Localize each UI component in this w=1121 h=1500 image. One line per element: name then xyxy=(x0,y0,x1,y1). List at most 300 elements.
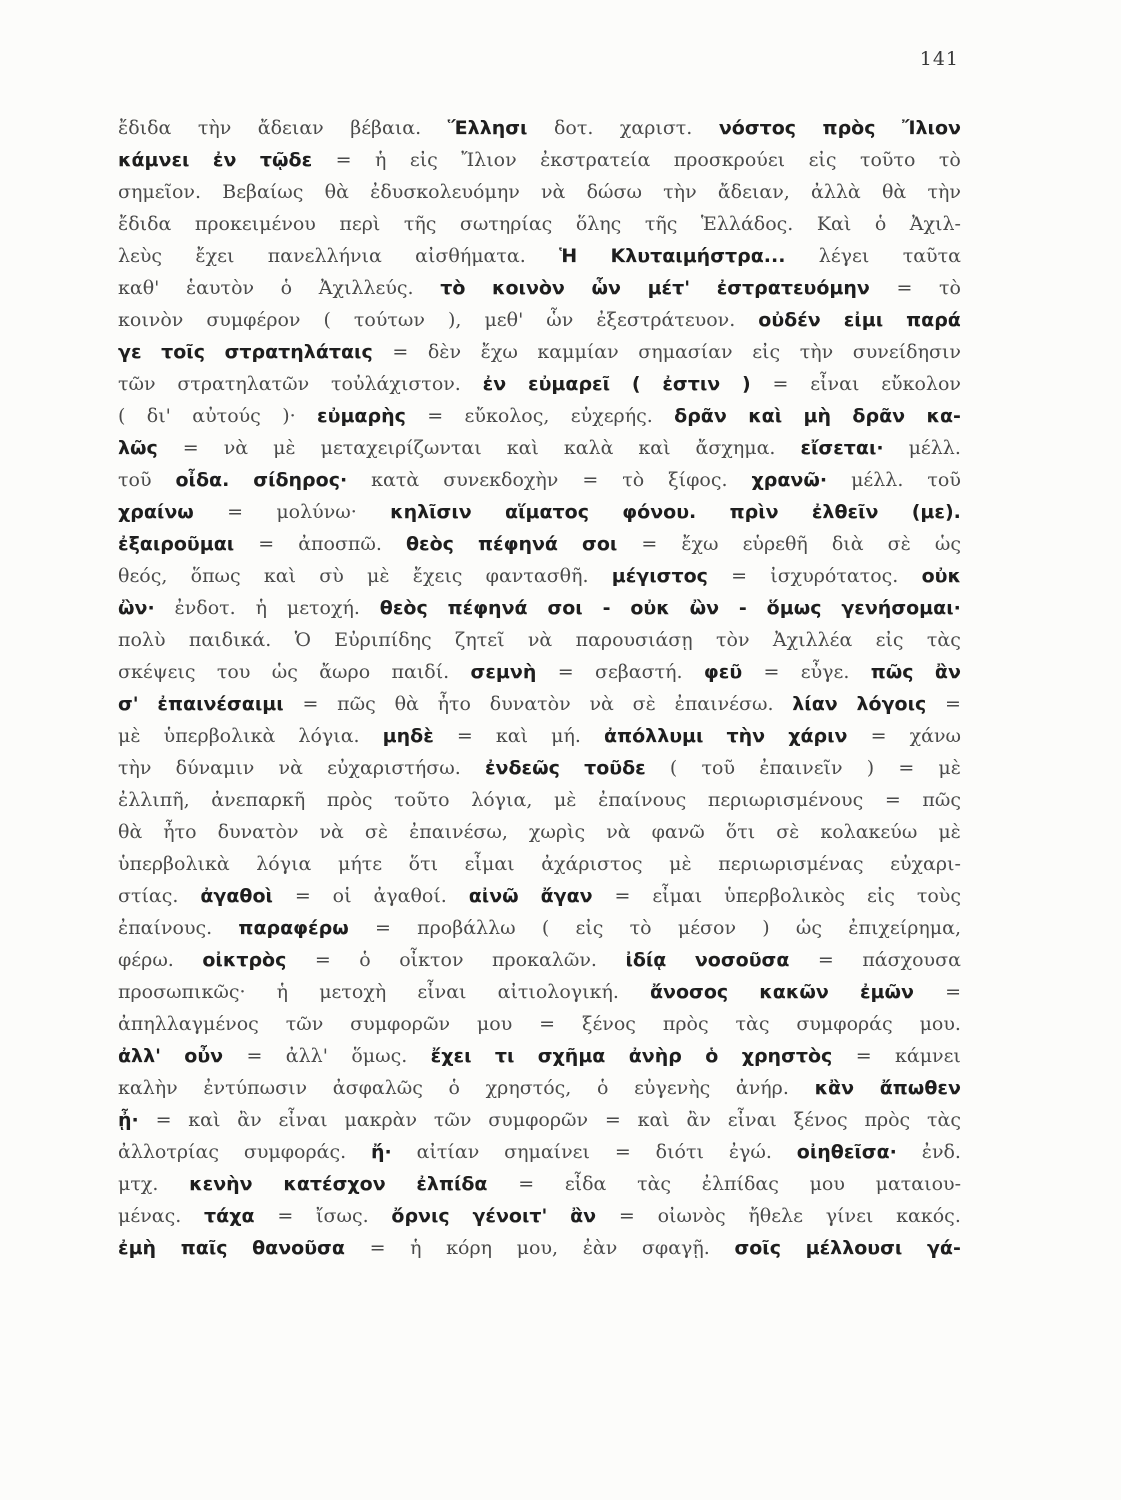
gloss-word: μου xyxy=(809,1173,845,1195)
gloss-word: ἐδυσκολευόμην xyxy=(370,181,520,203)
lemma-headword: ἄπωθεν xyxy=(879,1077,961,1099)
lemma-headword: νοσοῦσα xyxy=(694,949,790,971)
lemma-headword: ἐνδεῶς xyxy=(484,757,560,779)
gloss-word: = xyxy=(604,1109,621,1131)
gloss-word: εἰς xyxy=(808,149,837,171)
gloss-word: παιδί. xyxy=(391,661,450,683)
lemma-headword: πρὸς xyxy=(822,117,876,139)
gloss-word: νὰ xyxy=(527,629,553,651)
gloss-word: ὁ xyxy=(359,949,371,971)
gloss-word: εὔκολος, xyxy=(464,405,550,427)
gloss-word: τὸ xyxy=(629,917,652,939)
lemma-headword: πρὶν xyxy=(729,501,779,523)
gloss-word: ἐπαίνους. xyxy=(118,917,213,939)
gloss-word: Ἴλιον xyxy=(461,149,517,171)
lemma-headword: ὅμως xyxy=(766,597,822,619)
lemma-headword: νόστος xyxy=(718,117,797,139)
lemma-headword: σεμνὴ xyxy=(470,661,537,683)
gloss-word: ὅλης xyxy=(575,213,622,235)
gloss-word: οἰωνὸς xyxy=(657,1205,726,1227)
gloss-word: εἰς xyxy=(409,149,438,171)
gloss-word: = xyxy=(335,149,352,171)
gloss-word: ἀλλ' xyxy=(285,1045,328,1067)
gloss-word: καὶ xyxy=(495,725,529,747)
gloss-word: διότι xyxy=(655,1141,704,1163)
text-line xyxy=(118,816,961,848)
gloss-word: μετοχή. xyxy=(286,597,360,619)
gloss-word: σκέψεις xyxy=(118,661,196,683)
lemma-headword: φόνου. xyxy=(622,501,697,523)
gloss-word: στρατηλατῶν xyxy=(177,373,310,395)
lemma-headword: εἰμι xyxy=(843,309,884,331)
gloss-word: μέλλ. xyxy=(851,469,904,491)
gloss-word: εἰς xyxy=(866,885,895,907)
gloss-word: ὁ xyxy=(874,213,887,235)
gloss-word: τοὺς xyxy=(916,885,961,907)
gloss-word: ἐκστρατεία xyxy=(540,149,651,171)
gloss-word: εὑρεθῆ xyxy=(742,533,808,555)
gloss-word: ( xyxy=(118,405,126,427)
gloss-word: περὶ xyxy=(339,213,381,235)
text-line xyxy=(118,912,961,944)
text-line xyxy=(118,592,961,624)
gloss-word: τὴν xyxy=(663,181,697,203)
gloss-word: τὸν xyxy=(716,629,750,651)
gloss-word: δυνατὸν xyxy=(217,821,299,843)
gloss-word: προκαλῶν. xyxy=(492,949,597,971)
gloss-word: πῶς xyxy=(337,693,376,715)
gloss-word: εἶδα xyxy=(564,1173,607,1195)
gloss-word: ὁ xyxy=(448,1077,460,1099)
gloss-word: = xyxy=(539,1013,556,1035)
gloss-word: αἰτίαν xyxy=(416,1141,480,1163)
lemma-headword: αἰνῶ xyxy=(468,885,519,907)
gloss-word: = xyxy=(945,693,961,715)
gloss-word: καμμίαν xyxy=(537,341,619,363)
gloss-word: γίνει xyxy=(825,1205,874,1227)
gloss-word: ἀνεπαρκῆ xyxy=(211,789,306,811)
gloss-word: = xyxy=(518,1173,535,1195)
lemma-headword: ἤ· xyxy=(371,1141,392,1163)
lemma-headword: παρά xyxy=(906,309,961,331)
gloss-word: δοτ. xyxy=(553,117,594,139)
gloss-word: μολύνω· xyxy=(276,501,357,523)
gloss-word: νὰ xyxy=(278,757,303,779)
gloss-word: μέσον xyxy=(677,917,737,939)
lemma-headword: κἂν xyxy=(814,1077,855,1099)
gloss-word: καλὰ xyxy=(563,437,614,459)
gloss-word: τὸ xyxy=(938,149,961,171)
gloss-word: = xyxy=(614,885,631,907)
lemma-headword: στρατηλάταις xyxy=(224,341,373,363)
lemma-headword: καὶ xyxy=(748,405,783,427)
gloss-word: πρὸς xyxy=(864,1109,911,1131)
gloss-word: ἔχει xyxy=(195,245,235,267)
gloss-word: τοῦ xyxy=(927,469,961,491)
lemma-headword: Ἕλλησι xyxy=(447,117,528,139)
gloss-word: ἡ xyxy=(410,1237,422,1259)
gloss-word: ταῦτα xyxy=(902,245,961,267)
gloss-word: μακρὰν xyxy=(344,1109,418,1131)
gloss-word: ἄωρο xyxy=(319,661,371,683)
lemma-headword: θεὸς xyxy=(379,597,428,619)
gloss-word: Ὁ xyxy=(294,629,311,651)
gloss-word: παιδικά. xyxy=(188,629,272,651)
lemma-headword: παῖς xyxy=(180,1237,228,1259)
gloss-word: πῶς xyxy=(922,789,961,811)
gloss-word: ἔχω xyxy=(480,341,518,363)
gloss-word: ἤθελε xyxy=(748,1205,803,1227)
gloss-word: ἄσχημα. xyxy=(695,437,776,459)
gloss-word: ὅμως. xyxy=(351,1045,408,1067)
gloss-word: κοινὸν xyxy=(118,309,184,331)
gloss-word: = xyxy=(258,533,275,555)
lemma-headword: ἀπόλλυμι xyxy=(604,725,704,747)
gloss-word: συνείδησιν xyxy=(852,341,961,363)
gloss-word: στίας. xyxy=(118,885,179,907)
gloss-word: νὰ xyxy=(223,437,249,459)
lemma-headword: ) xyxy=(742,373,751,395)
gloss-word: μου, xyxy=(516,1237,559,1259)
text-line xyxy=(118,144,961,176)
lemma-headword: - xyxy=(602,597,611,619)
gloss-word: οἱ xyxy=(332,885,352,907)
gloss-word: ἴσως. xyxy=(316,1205,369,1227)
text-line xyxy=(118,720,961,752)
lemma-headword: ἂν xyxy=(570,1205,597,1227)
gloss-word: περιωρισμένας xyxy=(718,853,864,875)
gloss-word: κακός. xyxy=(896,1205,961,1227)
lemma-headword: πέφηνά xyxy=(478,533,558,555)
lemma-headword: κα- xyxy=(926,405,961,427)
gloss-word: τῆς xyxy=(644,213,678,235)
gloss-word: σὲ xyxy=(887,533,911,555)
gloss-word: καὶ xyxy=(638,437,671,459)
gloss-word: εἶμαι xyxy=(464,853,515,875)
lemma-headword: ὢν· xyxy=(118,597,155,619)
gloss-word: τὴν xyxy=(799,341,834,363)
gloss-word: θεός, xyxy=(118,565,168,587)
gloss-word: ὡς xyxy=(271,661,298,683)
gloss-word: = xyxy=(182,437,199,459)
gloss-word: σὲ xyxy=(776,821,800,843)
text-line xyxy=(118,1040,961,1072)
text-line xyxy=(118,464,961,496)
gloss-word: πάσχουσα xyxy=(862,949,961,971)
gloss-word: εἶναι xyxy=(417,981,467,1003)
gloss-word: νὰ xyxy=(606,821,631,843)
lemma-headword: τὸ xyxy=(440,277,466,299)
lemma-headword: αἵματος xyxy=(505,501,589,523)
gloss-word: = xyxy=(614,1141,631,1163)
lemma-headword: μέγιστος xyxy=(611,565,708,587)
gloss-word: σεβαστή. xyxy=(594,661,683,683)
gloss-word: = xyxy=(641,533,658,555)
gloss-word: τὴν xyxy=(118,757,152,779)
lemma-headword: ὄρνις xyxy=(391,1205,450,1227)
gloss-word: κόρη xyxy=(446,1237,493,1259)
text-line xyxy=(118,624,961,656)
gloss-word: προσκρούει xyxy=(673,149,786,171)
gloss-word: ἔδιδα xyxy=(118,213,172,235)
gloss-word: εἰς xyxy=(752,341,781,363)
lemma-headword: χραίνω xyxy=(118,501,194,523)
gloss-word: διὰ xyxy=(831,533,864,555)
lemma-headword: ἐν xyxy=(212,149,237,171)
lemma-headword: ἐστρατευόμην xyxy=(716,277,870,299)
lemma-headword: κενὴν xyxy=(189,1173,253,1195)
lemma-headword: πῶς xyxy=(870,661,914,683)
lemma-headword: ἀνὴρ xyxy=(628,1045,682,1067)
gloss-word: πρὸς xyxy=(662,1013,709,1035)
gloss-word: )· xyxy=(282,405,296,427)
gloss-word: = xyxy=(294,885,311,907)
lemma-headword: ἐμὴ xyxy=(118,1237,157,1259)
gloss-word: ὑπερβολικὰ xyxy=(118,853,230,875)
lemma-headword: χάριν xyxy=(788,725,848,747)
gloss-word: πανελλήνια xyxy=(267,245,382,267)
lemma-headword: ἐπαινέσαιμι xyxy=(157,693,284,715)
lemma-headword: ἰδίᾳ xyxy=(625,949,667,971)
gloss-word: ἀνήρ. xyxy=(735,1077,789,1099)
gloss-word: ἀσφαλῶς xyxy=(332,1077,423,1099)
gloss-word: εἶναι xyxy=(278,1109,328,1131)
gloss-word: μεθ' xyxy=(484,309,524,331)
lemma-headword: γά- xyxy=(926,1237,961,1259)
gloss-word: μὲ xyxy=(938,757,961,779)
text-line xyxy=(118,784,961,816)
gloss-word: εὐχαρι- xyxy=(890,853,961,875)
gloss-word: βέβαια. xyxy=(350,117,422,139)
lemma-headword: ἐμῶν xyxy=(859,981,914,1003)
lemma-headword: ὢν xyxy=(689,597,720,619)
lemma-headword: ᾖ· xyxy=(118,1109,139,1131)
gloss-word: ὅτι xyxy=(725,821,756,843)
gloss-word: μένας. xyxy=(118,1205,182,1227)
gloss-word: κολακεύω xyxy=(820,821,918,843)
text-line xyxy=(118,560,961,592)
lemma-headword: θανοῦσα xyxy=(252,1237,345,1259)
text-line xyxy=(118,944,961,976)
gloss-word: καὶ xyxy=(506,437,539,459)
gloss-word: ἄδειαν, xyxy=(717,181,790,203)
gloss-word: συμφοράς. xyxy=(243,1141,347,1163)
gloss-word: τοὐλάχιστον. xyxy=(331,373,461,395)
gloss-word: σημεῖον. xyxy=(118,181,202,203)
gloss-word: ἐξεστράτευον. xyxy=(596,309,736,331)
text-line xyxy=(118,880,961,912)
gloss-word: λόγια, xyxy=(471,789,533,811)
gloss-word: λέγει xyxy=(818,245,870,267)
lemma-headword: κοινὸν xyxy=(491,277,565,299)
gloss-word: Ἀχιλλέα xyxy=(772,629,853,651)
gloss-word: θὰ xyxy=(394,693,419,715)
gloss-word: ἦτο xyxy=(437,693,471,715)
gloss-word: φαντασθῆ. xyxy=(485,565,589,587)
gloss-word: = xyxy=(277,1205,294,1227)
lemma-headword: σοι xyxy=(582,533,618,555)
lemma-headword: εὐμαρεῖ xyxy=(528,373,611,395)
gloss-word: ἀπηλλαγμένος xyxy=(118,1013,259,1035)
lemma-headword: Ἡ xyxy=(559,245,578,267)
gloss-word: ἡ xyxy=(276,981,289,1003)
gloss-word: προκειμένου xyxy=(194,213,316,235)
gloss-word: μή. xyxy=(551,725,581,747)
gloss-word: τῆς xyxy=(403,213,437,235)
gloss-word: ἀλλοτρίας xyxy=(118,1141,219,1163)
lemma-headword: ( xyxy=(631,373,641,395)
gloss-word: αἰσθήματα. xyxy=(415,245,526,267)
gloss-word: = xyxy=(945,981,961,1003)
gloss-word: Ἀχιλ- xyxy=(909,213,961,235)
gloss-word: μὲ xyxy=(553,789,577,811)
gloss-word: καὶ xyxy=(188,1109,221,1131)
gloss-word: συμφέρον xyxy=(206,309,301,331)
gloss-word: μου xyxy=(476,1013,513,1035)
gloss-word: ἔχεις xyxy=(412,565,463,587)
lemma-headword: ἄγαν xyxy=(540,885,593,907)
gloss-word: δὲν xyxy=(427,341,462,363)
gloss-word: χαριστ. xyxy=(619,117,693,139)
gloss-word: ( xyxy=(669,757,678,779)
gloss-word: ὅτι xyxy=(408,853,439,875)
gloss-word: = xyxy=(884,789,901,811)
gloss-word: = xyxy=(392,341,409,363)
gloss-word: ἐπαίνους xyxy=(598,789,687,811)
gloss-word: = xyxy=(557,661,574,683)
lemma-headword: σ' xyxy=(118,693,139,715)
gloss-word: λεὺς xyxy=(118,245,163,267)
gloss-word: εἰς xyxy=(875,629,904,651)
text-line xyxy=(118,1104,961,1136)
gloss-word: Βεβαίως xyxy=(222,181,304,203)
text-line xyxy=(118,304,961,336)
gloss-word: Καὶ xyxy=(816,213,852,235)
gloss-word: τὰς xyxy=(926,629,961,651)
gloss-word: = xyxy=(618,1205,635,1227)
lemma-headword: κάμνει xyxy=(118,149,190,171)
gloss-word: προσωπικῶς· xyxy=(118,981,246,1003)
gloss-word: = xyxy=(456,725,473,747)
gloss-word: ὧν xyxy=(546,309,574,331)
lemma-headword: τῷδε xyxy=(259,149,313,171)
text-line xyxy=(118,1200,961,1232)
lemma-headword: γένοιτ' xyxy=(472,1205,548,1227)
text-line xyxy=(118,656,961,688)
gloss-word: ἀχάριστος xyxy=(541,853,643,875)
lemma-headword: κατέσχον xyxy=(283,1173,386,1195)
gloss-word: = xyxy=(246,1045,263,1067)
lemma-headword: γενήσομαι· xyxy=(841,597,961,619)
gloss-word: = xyxy=(870,725,887,747)
gloss-word: εὐγενὴς xyxy=(634,1077,711,1099)
gloss-word: ὁ xyxy=(280,277,293,299)
gloss-word: ἐπαινεῖν xyxy=(759,757,843,779)
gloss-word: αἰτιολογική. xyxy=(497,981,619,1003)
text-line xyxy=(118,368,961,400)
gloss-word: μου. xyxy=(919,1013,961,1035)
gloss-word: ξένος xyxy=(793,1109,848,1131)
gloss-word: ξίφος. xyxy=(668,469,728,491)
gloss-word: μεταχειρίζωνται xyxy=(320,437,482,459)
gloss-word: συμφορῶν xyxy=(350,1013,450,1035)
gloss-word: περιωρισμένους xyxy=(707,789,864,811)
gloss-word: ζητεῖ xyxy=(455,629,505,651)
gloss-word: = xyxy=(427,405,444,427)
gloss-word: ἐλλιπῆ, xyxy=(118,789,190,811)
gloss-word: μὲ xyxy=(367,565,390,587)
gloss-word: τοῦ xyxy=(701,757,736,779)
text-line xyxy=(118,336,961,368)
gloss-word: δώσω xyxy=(586,181,642,203)
lemma-headword: παραφέρω xyxy=(238,917,349,939)
gloss-word: εἶναι xyxy=(810,373,860,395)
gloss-word: = xyxy=(302,693,319,715)
gloss-word: ἐλπίδας xyxy=(701,1173,779,1195)
gloss-word: φέρω. xyxy=(118,949,174,971)
lemma-headword: γε xyxy=(118,341,142,363)
gloss-word: ξένος xyxy=(581,1013,636,1035)
gloss-word: λόγια. xyxy=(298,725,360,747)
gloss-word: ἦτο xyxy=(163,821,197,843)
lemma-headword: μηδὲ xyxy=(382,725,434,747)
gloss-word: χρηστός, xyxy=(485,1077,572,1099)
lemma-headword: ὧν xyxy=(591,277,621,299)
gloss-word: καὶ xyxy=(637,1109,670,1131)
gloss-word: νὰ xyxy=(319,821,344,843)
gloss-word: τοῦ xyxy=(118,469,152,491)
gloss-word: τῶν xyxy=(433,1109,472,1131)
gloss-word: του xyxy=(216,661,251,683)
lemma-headword: μέτ' xyxy=(647,277,691,299)
lemma-headword: ἐξαιροῦμαι xyxy=(118,533,235,555)
gloss-word: ἐγώ. xyxy=(728,1141,772,1163)
gloss-word: = xyxy=(374,917,391,939)
lemma-headword: οὖν xyxy=(184,1045,224,1067)
text-line xyxy=(118,1072,961,1104)
gloss-word: ἔχω xyxy=(681,533,719,555)
text-line xyxy=(118,272,961,304)
text-line xyxy=(118,752,961,784)
lemma-headword: οὐκ xyxy=(921,565,961,587)
gloss-word: τῶν xyxy=(285,1013,324,1035)
lemma-headword: ἐλπίδα xyxy=(416,1173,488,1195)
gloss-word: ἐνδοτ. xyxy=(174,597,236,619)
text-line xyxy=(118,496,961,528)
lemma-headword: εὐμαρὴς xyxy=(317,405,406,427)
lemma-headword: δρᾶν xyxy=(852,405,906,427)
lemma-headword: τὴν xyxy=(726,725,766,747)
lemma-headword: Κλυταιμήστρα... xyxy=(610,245,786,267)
gloss-word: ὑπερβολικὸς xyxy=(724,885,846,907)
lemma-headword: ἐστιν xyxy=(662,373,721,395)
gloss-word: μέλλ. xyxy=(908,437,961,459)
gloss-word: εὐχερής. xyxy=(570,405,653,427)
gloss-word: ἐὰν xyxy=(582,1237,618,1259)
gloss-word: Εὐριπίδης xyxy=(334,629,432,651)
gloss-word: ἐπαινέσω. xyxy=(674,693,774,715)
gloss-word: ἑαυτὸν xyxy=(185,277,255,299)
lemma-headword: ἂν xyxy=(934,661,961,683)
gloss-word: ), xyxy=(447,309,462,331)
gloss-word: ἀποσπῶ. xyxy=(298,533,382,555)
lemma-headword: τι xyxy=(494,1045,515,1067)
text-line xyxy=(118,432,961,464)
gloss-word: καθ' xyxy=(118,277,160,299)
lemma-headword: οὐδέν xyxy=(758,309,821,331)
gloss-word: τοῦτο xyxy=(859,149,916,171)
lemma-headword: οἰκτρὸς xyxy=(202,949,287,971)
